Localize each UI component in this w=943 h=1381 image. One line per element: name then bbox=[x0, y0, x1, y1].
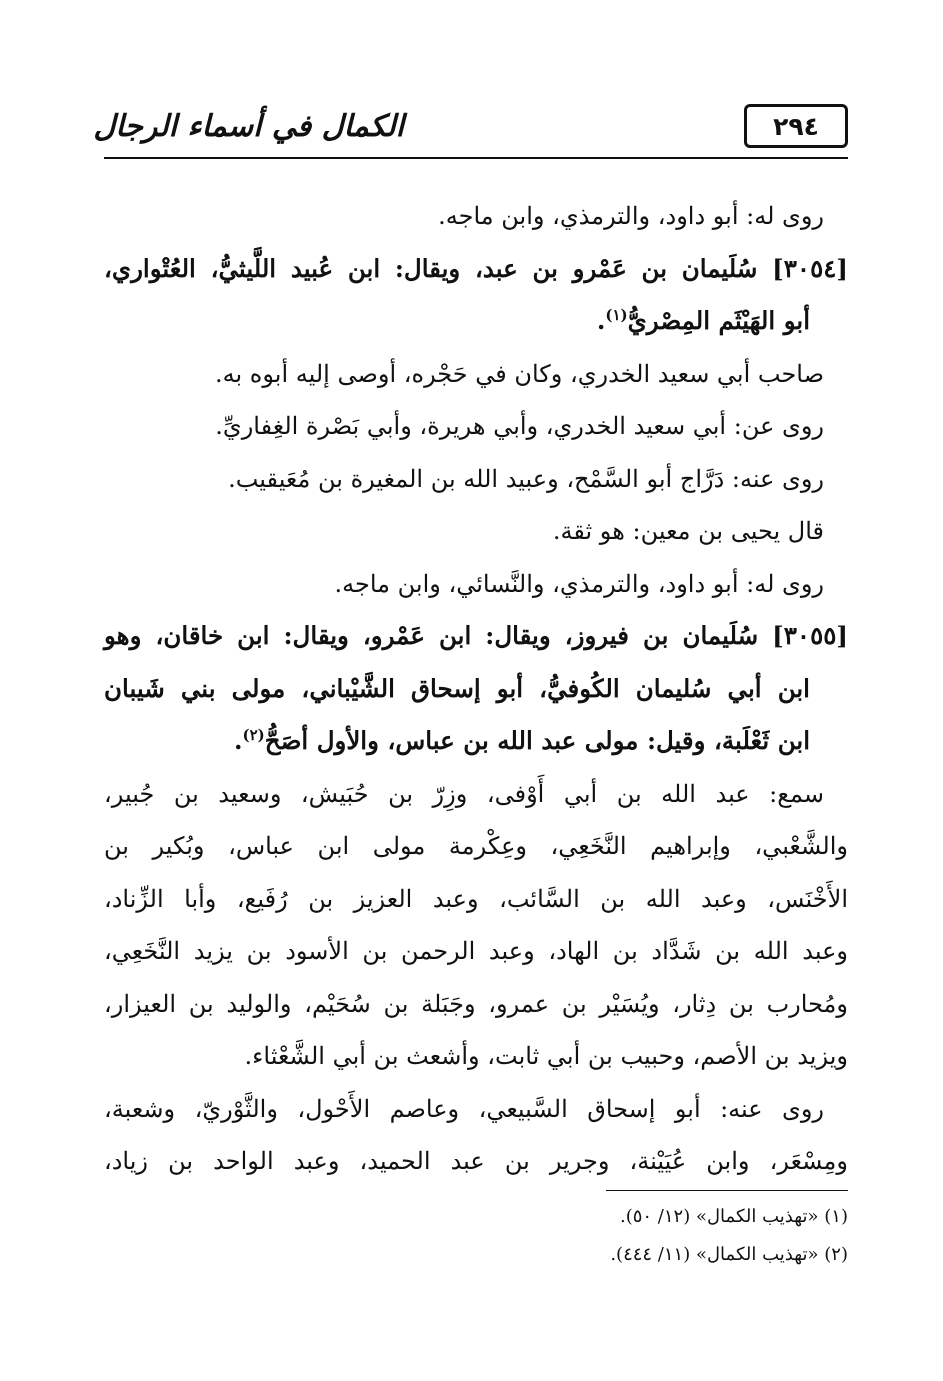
footnotes bbox=[104, 1198, 848, 1274]
header-divider bbox=[104, 157, 848, 159]
entry-heading-3055-cont: ابن ثَعْلَبة، وقيل: مولى عبد الله بن عباس، والأول أصَحُّ$^{(٢)}$. bbox=[233, 725, 810, 755]
text-line: ومِسْعَر، وابن عُيَيْنة، وجرير بن عبد الحميد، وعبد الواحد بن زياد، bbox=[104, 1147, 848, 1175]
page-number: ٢٩٤ bbox=[744, 104, 848, 148]
entry-heading-3054: [٣٠٥٤] سُلَيمان بن عَمْرو بن عبد، ويقال: ابن عُبيد اللَّيثيُّ، العُتْواري، bbox=[104, 253, 848, 283]
footnote: (١) «تهذيب الكمال» (١٢/ ٥٠). bbox=[619, 1206, 848, 1227]
text-line: قال يحيى بن معين: هو ثقة. bbox=[552, 517, 824, 545]
entry-heading-3055: [٣٠٥٥] سُلَيمان بن فيروز، ويقال: ابن عَمْرو، ويقال: ابن خاقان، وهو bbox=[104, 621, 848, 650]
text-line: صاحب أبي سعيد الخدري، وكان في حَجْره، أوصى إليه أبوه به. bbox=[215, 359, 824, 388]
text-line: روى عنه: دَرَّاج أبو السَّمْح، وعبيد الله بن المغيرة بن مُعَيقيب. bbox=[228, 464, 824, 493]
footnote-divider bbox=[606, 1190, 848, 1191]
text-line: والشَّعْبي، وإبراهيم النَّخَعِي، وعِكْرمة مولى ابن عباس، وبُكير بن bbox=[104, 832, 848, 860]
text-line: روى له: أبو داود، والترمذي، والنَّسائي، وابن ماجه. bbox=[334, 569, 824, 598]
footnote-ref: (٢) bbox=[242, 725, 265, 744]
entry-heading-3054-cont: أبو الهَيْثَم المِصْريُّ$^{(١)}$. bbox=[596, 305, 810, 335]
text-line: سمع: عبد الله بن أبي أَوْفى، وزِرّ بن حُبَيش، وسعيد بن جُبير، bbox=[104, 779, 824, 808]
text-line: روى عن: أبي سعيد الخدري، وأبي هريرة، وأبي بَصْرة الغِفاريِّ. bbox=[215, 412, 824, 440]
heading-text: أبو الهَيْثَم المِصْريُّ bbox=[627, 306, 810, 335]
text-line: وعبد الله بن شَدَّاد بن الهاد، وعبد الرحمن بن الأسود بن يزيد النَّخَعِي، bbox=[104, 937, 848, 965]
heading-text: ابن ثَعْلَبة، وقيل: مولى عبد الله بن عباس، والأول أصَحُّ bbox=[264, 726, 810, 755]
footnote: (٢) «تهذيب الكمال» (١١/ ٤٤٤). bbox=[610, 1244, 848, 1265]
text-line: روى له: أبو داود، والترمذي، وابن ماجه. bbox=[438, 202, 824, 230]
text-line: ويزيد بن الأصم، وحبيب بن أبي ثابت، وأشعث بن أبي الشَّعْثاء. bbox=[244, 1042, 848, 1070]
book-page bbox=[93, 98, 848, 1298]
page-header bbox=[93, 98, 848, 160]
book-title-calligraphy: الكمال في أسماء الرجال bbox=[93, 108, 404, 144]
text-line: الأَخْنَس، وعبد الله بن السَّائب، وعبد العزيز بن رُفَيع، وأبا الزِّناد، bbox=[104, 884, 848, 913]
text-line: ومُحارب بن دِثار، ويُسَيْر بن عمرو، وجَبَلة بن سُحَيْم، والوليد بن العيزار، bbox=[104, 989, 848, 1018]
entry-heading-3055-cont: ابن أبي سُليمان الكُوفيُّ، أبو إسحاق الشَّيْباني، مولى بني شَيبان bbox=[104, 673, 810, 703]
footnote-ref: (١) bbox=[605, 305, 628, 324]
main-text bbox=[104, 190, 848, 1188]
text-line: روى عنه: أبو إسحاق السَّبيعي، وعاصم الأَحْول، والثَّوْريّ، وشعبة، bbox=[104, 1094, 824, 1123]
